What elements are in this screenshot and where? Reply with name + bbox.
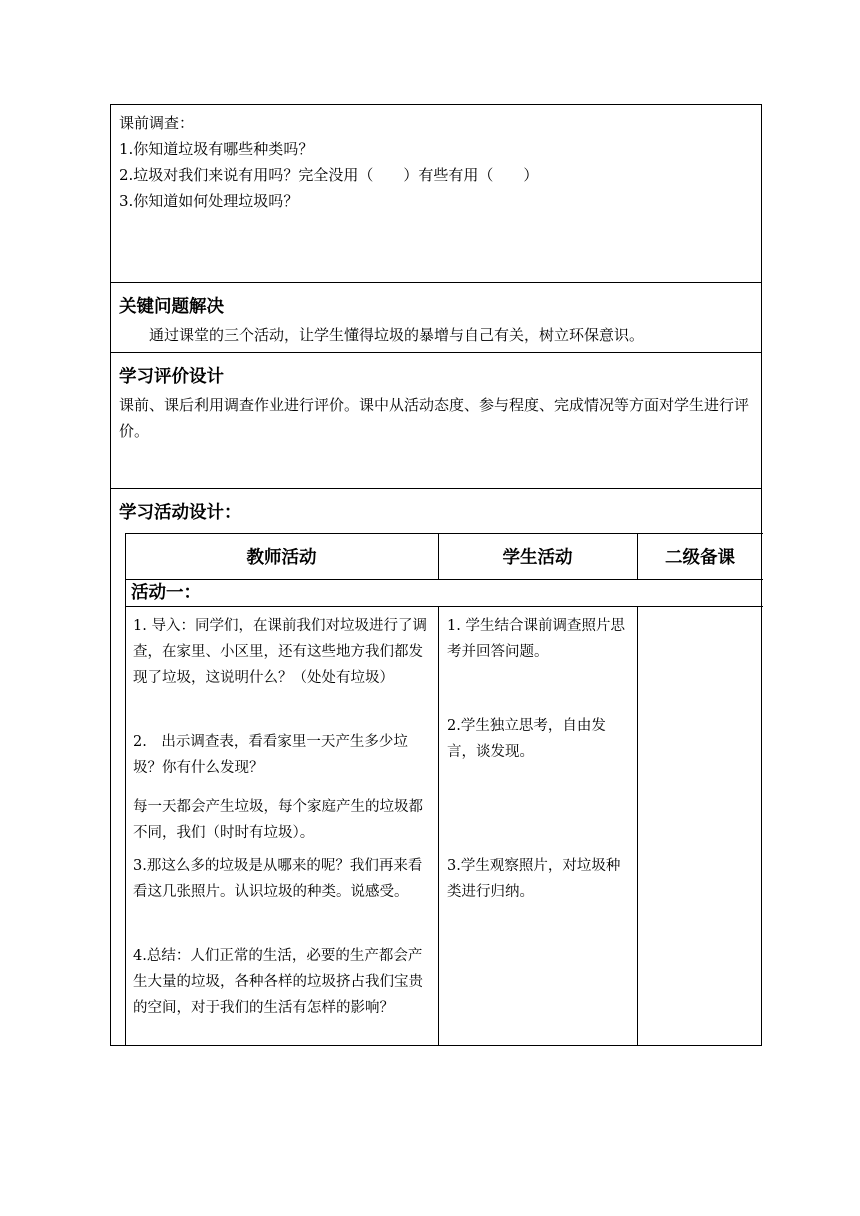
- teacher-step-4: 4.总结：人们正常的生活，必要的生产都会产生大量的垃圾，各种各样的垃圾挤占我们宝贵的空间，对于我们的生活有怎样的影响？: [133, 948, 423, 1016]
- column-header-secondary-prep: 二级备课: [665, 547, 735, 568]
- key-problem-text: 通过课堂的三个活动，让学生懂得垃圾的暴增与自己有关，树立环保意识。: [149, 326, 645, 344]
- student-step-1: 1. 学生结合课前调查照片思考并回答问题。: [447, 618, 625, 660]
- student-step-3: 3.学生观察照片，对垃圾种类进行归纳。: [447, 858, 621, 900]
- grid-border: [125, 533, 126, 1045]
- student-step-2: 2.学生独立思考，自由发言，谈发现。: [447, 718, 606, 760]
- evaluation-heading: 学习评价设计: [119, 367, 224, 387]
- pre-survey-item: 2.垃圾对我们来说有用吗？完全没用（ ）有些有用（ ）: [119, 166, 539, 184]
- grid-border: [637, 606, 638, 1045]
- pre-survey-item: 3.你知道如何处理垃圾吗？: [119, 192, 299, 210]
- evaluation-text: 课前、课后利用调查作业进行评价。课中从活动态度、参与程度、完成情况等方面对学生进行评价。: [119, 396, 750, 440]
- pre-survey-title: 课前调查：: [119, 114, 195, 132]
- column-header-student: 学生活动: [502, 547, 573, 568]
- activity-design-heading: 学习活动设计：: [119, 503, 242, 523]
- grid-border: [125, 606, 763, 607]
- pre-survey-section: [111, 105, 761, 283]
- evaluation-section: [111, 353, 761, 489]
- key-problem-heading: 关键问题解决: [119, 297, 224, 317]
- pre-survey-item: 1.你知道垃圾有哪些种类吗？: [119, 140, 314, 158]
- activity-grid: [125, 533, 763, 1045]
- lesson-plan-table: [110, 104, 762, 1046]
- teacher-step-3: 3.那这么多的垃圾是从哪来的呢？我们再来看看这几张照片。认识垃圾的种类。说感受。: [133, 858, 423, 900]
- grid-border: [438, 606, 439, 1045]
- key-problem-section: [111, 283, 761, 353]
- teacher-step-2-note: 每一天都会产生垃圾，每个家庭产生的垃圾都不同，我们（时时有垃圾）。: [133, 799, 423, 841]
- activity-one-label: 活动一：: [131, 583, 201, 603]
- grid-border: [125, 579, 763, 580]
- teacher-step-2: 2. 出示调查表，看看家里一天产生多少垃圾？你有什么发现？: [133, 734, 408, 776]
- teacher-step-1: 1. 导入：同学们，在课前我们对垃圾进行了调查，在家里、小区里，还有这些地方我们都发现了垃圾，这说明什么？（处处有垃圾）: [133, 618, 427, 686]
- column-header-teacher: 教师活动: [246, 547, 317, 568]
